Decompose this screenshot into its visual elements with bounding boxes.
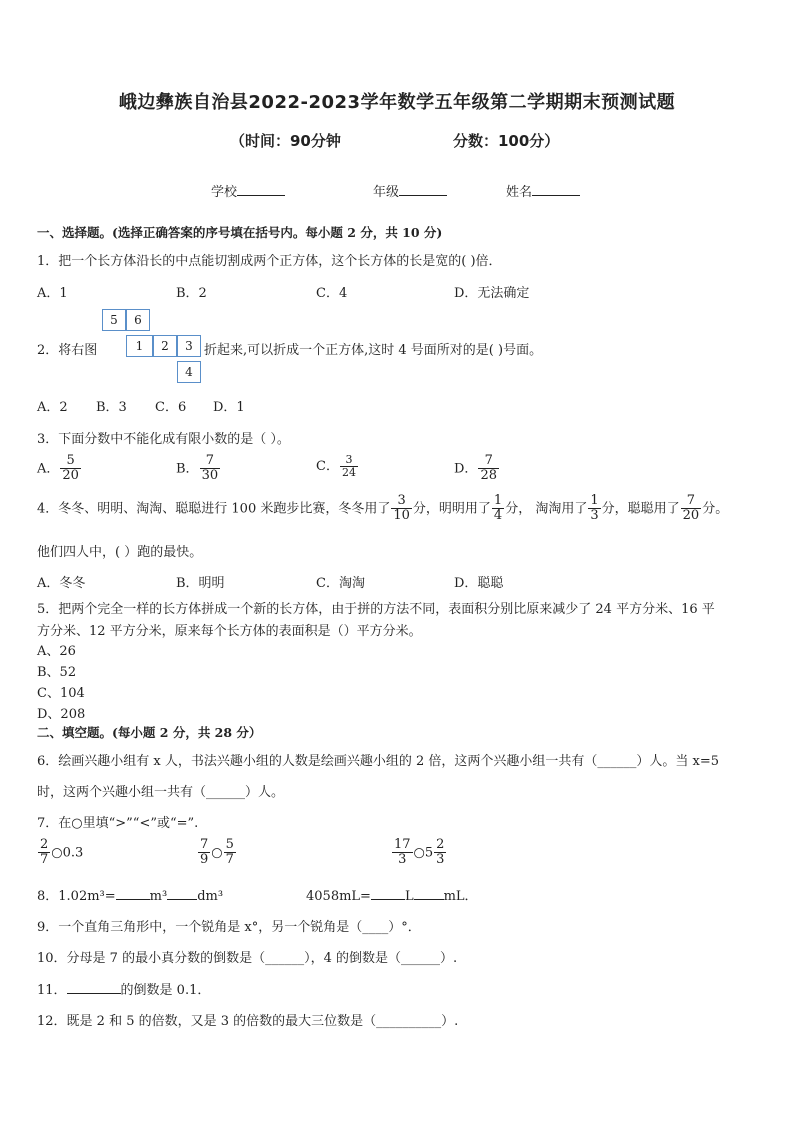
fraction: $\frac{17}{3}$ [394, 837, 411, 868]
school-label: 学校 [211, 185, 238, 200]
q4-option-b: B．明明 [176, 576, 225, 591]
fraction: $\frac{7}{30}$ [201, 453, 219, 484]
fraction: $\frac{7}{20}$ [682, 493, 700, 524]
question-6-line1: 6．绘画兴趣小组有 x 人，书法兴趣小组的人数是绘画兴趣小组的 2 倍，这两个兴趣小组一共有（______）人。当 x=5 [37, 754, 720, 769]
q5-option-d: D、208 [37, 707, 86, 722]
section-choice-heading: 一、选择题。(选择正确答案的序号填在括号内。每小题 2 分，共 10 分) [37, 225, 443, 240]
question-10: 10．分母是 7 的最小真分数的倒数是（______），4 的倒数是（______）. [37, 951, 458, 966]
net-cell-6: 6 [126, 309, 150, 331]
q3-option-d: D． $\frac{7}{28}$ [454, 453, 497, 484]
exam-time: （时间：90分钟 [230, 132, 341, 150]
fraction: $\frac{1}{4}$ [493, 493, 503, 524]
q5-option-b: B、52 [37, 665, 77, 680]
question-7: 7．在○里填“>”“<”或“=”. [37, 816, 199, 831]
q5-option-c: C、104 [37, 686, 85, 701]
fraction: $\frac{1}{3}$ [590, 493, 599, 524]
q3-option-c: C． $\frac{3}{24}$ [316, 453, 356, 480]
q1-option-a: A．1 [37, 286, 68, 301]
question-5-line2: 方分米、12 平方分米，原来每个长方体的表面积是（）平方分米。 [37, 624, 422, 639]
question-3: 3．下面分数中不能化成有限小数的是（ ）。 [37, 432, 290, 447]
fraction: $\frac{3}{24}$ [341, 453, 356, 480]
q1-option-c: C．4 [316, 286, 348, 301]
question-9: 9．一个直角三角形中，一个锐角是 x°，另一个锐角是（____）°． [37, 920, 421, 935]
question-8-part2: 4058mL= L mL． [306, 889, 478, 904]
question-11: 11． 的倒数是 0.1． [37, 983, 211, 998]
q2-option-b: B．3 [96, 400, 127, 415]
q4-option-c: C．淘淘 [316, 576, 365, 591]
question-12: 12．既是 2 和 5 的倍数，又是 3 的倍数的最大三位数是（__________）. [37, 1014, 459, 1029]
fraction: $\frac{3}{10}$ [393, 493, 410, 524]
question-5-line1: 5．把两个完全一样的长方体拼成一个新的长方体，由于拼的方法不同，表面积分别比原来减少了 24 平方分米、16 平 [37, 602, 715, 617]
q7-expression-1: $\frac{2}{7}$ ○0.3 [40, 837, 84, 868]
net-cell-3: 3 [177, 335, 201, 357]
question-8: 8．1.02m³= m³ dm³ [37, 889, 224, 904]
net-cell-4: 4 [177, 361, 201, 383]
name-label: 姓名 [506, 185, 533, 200]
page-title: 峨边彝族自治县2022-2023学年数学五年级第二学期期末预测试题 [118, 92, 676, 113]
question-4-line2: 他们四人中，( ）跑的最快。 [37, 545, 203, 560]
net-cell-1: 1 [126, 335, 153, 357]
section-fill-heading: 二、填空题。(每小题 2 分，共 28 分） [37, 725, 262, 740]
name-field [506, 181, 580, 200]
q4-option-d: D．聪聪 [454, 576, 504, 591]
q1-option-d: D．无法确定 [454, 286, 530, 301]
q2-option-c: C．6 [155, 400, 187, 415]
exam-score: 分数：100分） [453, 132, 560, 150]
question-6-line2: 时，这两个兴趣小组一共有（______）人。 [37, 785, 285, 800]
q5-option-a: A、26 [37, 644, 76, 659]
q1-option-b: B．2 [176, 286, 207, 301]
net-cell-5: 5 [102, 309, 126, 331]
question-2-prefix: 2．将右图 [37, 343, 98, 358]
grade-label: 年级 [373, 185, 400, 200]
q7-expression-3: $\frac{17}{3}$ ○5 $\frac{2}{3}$ [394, 837, 445, 868]
school-field [211, 181, 285, 200]
fraction: $\frac{7}{28}$ [480, 453, 497, 484]
net-cell-2: 2 [153, 335, 177, 357]
fraction: $\frac{2}{7}$ [40, 837, 49, 868]
fraction: $\frac{5}{20}$ [62, 453, 79, 484]
grade-field [373, 181, 447, 200]
q2-option-a: A．2 [37, 400, 68, 415]
fraction: $\frac{7}{9}$ [200, 837, 209, 868]
q3-option-a: A． $\frac{5}{20}$ [37, 453, 79, 484]
question-2-text: 折起来,可以折成一个正方体,这时 4 号面所对的是( )号面。 [204, 343, 543, 358]
q7-expression-2: $\frac{7}{9}$ ○ $\frac{5}{7}$ [200, 837, 234, 868]
fraction: $\frac{5}{7}$ [225, 837, 234, 868]
q4-option-a: A．冬冬 [37, 576, 86, 591]
fraction: $\frac{2}{3}$ [436, 837, 445, 868]
q3-option-b: B． $\frac{7}{30}$ [176, 453, 219, 484]
q2-option-d: D．1 [213, 400, 245, 415]
question-4: 4．冬冬、明明、淘淘、聪聪进行 100 米跑步比赛，冬冬用了 $\frac{3}{10}$ 分，明明用了 $\frac{1}{4}$ 分， 淘淘用了 $\frac{1}{3}$ 分，聪聪用了 $\frac{7}{20}$ 分。 [37, 493, 729, 524]
question-1: 1．把一个长方体沿长的中点能切割成两个正方体，这个长方体的长是宽的( )倍． [37, 254, 502, 269]
